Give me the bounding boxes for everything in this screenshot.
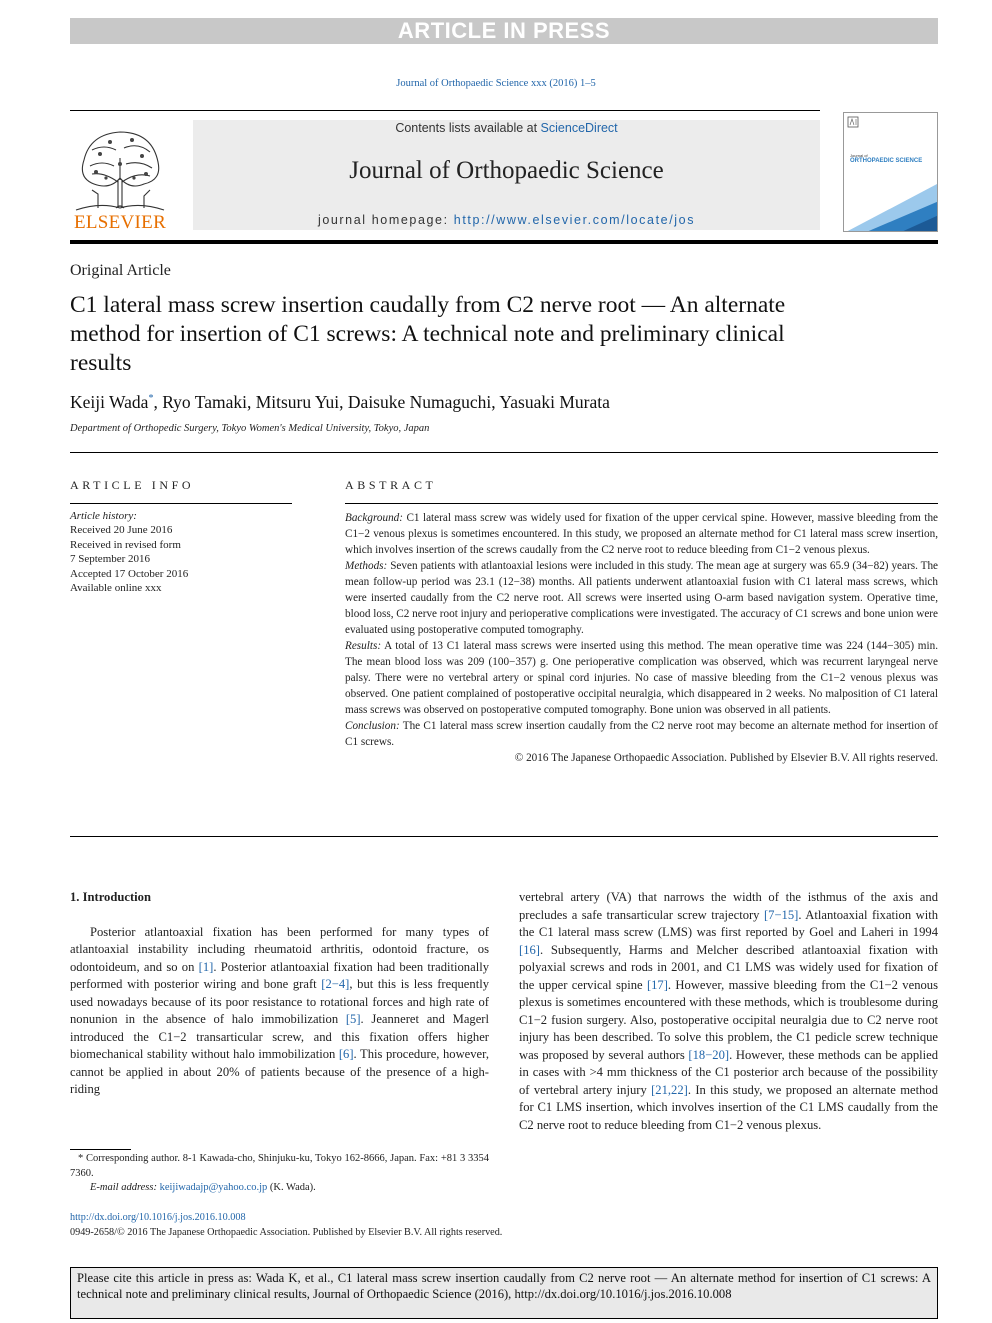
- email-line: [70, 1181, 489, 1196]
- footnote-marker: *: [78, 1153, 84, 1164]
- ref-link[interactable]: [21,22]: [651, 1082, 688, 1097]
- contents-available-line: [193, 121, 820, 135]
- abstract-copyright: © 2016 The Japanese Orthopaedic Association. Published by Elsevier B.V. All rights reserved.: [514, 752, 938, 764]
- citation-box: Please cite this article in press as: Wada K, et al., C1 lateral mass screw insertion caudally from C2 nerve root — An alternate method for insertion of C1 screws: A technical note and preliminary clinical results, Journal of Orthopaedic Science (2016), http://dx.doi.org/10.1016/j.jos.2016.10.008: [70, 1267, 938, 1319]
- intro-right-column: [519, 889, 938, 1134]
- header-top-rule: [70, 110, 820, 111]
- ref-link[interactable]: [2−4]: [321, 977, 350, 991]
- results-label: Results:: [345, 640, 382, 652]
- doi-link[interactable]: http://dx.doi.org/10.1016/j.jos.2016.10.008: [70, 1212, 246, 1223]
- intro-text: vertebral artery (VA) that narrows the width of the isthmus of the axis and precludes a safe transarticular screw trajectory: [519, 890, 938, 922]
- online-date: Available online xxx: [70, 582, 162, 595]
- intro-text: . However, these methods can be applied in cases with >4 mm thickness of the C1 posterior arch because of the possibility of vertebral artery injury: [519, 1047, 939, 1097]
- cover-art-icon: [844, 113, 938, 232]
- affiliation: Department of Orthopedic Surgery, Tokyo Women's Medical University, Tokyo, Japan: [70, 423, 430, 434]
- header-bottom-rule: [70, 240, 938, 244]
- background-label: Background:: [345, 512, 403, 524]
- elsevier-wordmark: ELSEVIER: [73, 212, 167, 233]
- article-history: [70, 509, 292, 595]
- abstract-rule: [345, 503, 938, 504]
- results-text: A total of 13 C1 lateral mass screws were inserted using this method. The mean operative time was 224 (144−305) min. The mean blood loss was 209 (100−357) g. One perioperative complication was observed, which was recurrent laryngeal nerve palsy. There were no vertebral artery or spinal cord injuries. No case of massive bleeding from the C1−2 venous plexus was observed. One patient complained of postoperative occipital neuralgia, which disappeared in 2 weeks. No malposition of C1 lateral mass screws was observed on postoperative computed tomography. Bone union was observed in all patients.: [345, 640, 938, 716]
- article-type-label: Original Article: [70, 262, 171, 279]
- intro-text: . In this study, we proposed an alternate method for C1 LMS insertion, which involves insertion of the C1 LMS caudally from the C2 nerve root to reduce bleeding from C1−2 venous plexus.: [519, 1082, 938, 1132]
- footnote-rule: [70, 1149, 131, 1150]
- ref-link[interactable]: [7−15]: [763, 907, 799, 922]
- abstract-heading: ABSTRACT: [345, 478, 437, 492]
- corresponding-author-marker[interactable]: *: [148, 393, 154, 405]
- article-in-press-banner: ARTICLE IN PRESS: [70, 18, 938, 44]
- journal-reference-link[interactable]: Journal of Orthopaedic Science xxx (2016) 1–5: [396, 78, 596, 89]
- methods-text: Seven patients with atlantoaxial lesions were included in this study. The mean age at surgery was 65.9 (34−82) years. The mean follow-up period was 23.1 (12−38) months. All patients underwent atlantoaxial fusion with C1 lateral mass screws, which were inserted caudally from the C2 nerve root. All screws were inserted using O-arm based navigation system. Operative time, blood loss, C2 nerve root injury and perioperative complications were investigated. The accuracy of C1 screws and bone union were evaluated using postoperative computed tomography.: [345, 560, 938, 636]
- homepage-link[interactable]: http://www.elsevier.com/locate/jos: [453, 213, 696, 227]
- author-list: [70, 392, 610, 413]
- ref-link[interactable]: [1]: [198, 959, 214, 974]
- intro-paragraph-1: [70, 924, 489, 1099]
- intro-text: , but this is less frequently used nowadays because of its poor resistance to rotational forces and high rate of nonunion in the absence of halo immobilization: [70, 977, 489, 1026]
- abstract-methods: [345, 558, 938, 638]
- abstract-body: [345, 510, 938, 766]
- journal-title: Journal of Orthopaedic Science: [349, 157, 664, 184]
- abstract-end-rule: [70, 836, 938, 837]
- homepage-prefix: journal homepage:: [317, 213, 454, 227]
- intro-text: . Atlantoaxial fixation with the C1 lateral mass screw (LMS) was first reported by Goel and Laheri in 1994: [519, 907, 938, 939]
- article-title: C1 lateral mass screw insertion caudally from C2 nerve root — An alternate method for insertion of C1 screws: A technical note and preliminary clinical results: [70, 292, 786, 376]
- conclusion-text: The C1 lateral mass screw insertion caudally from the C2 nerve root may become an alternate method for insertion of C1 screws.: [345, 720, 938, 748]
- issn-copyright: 0949-2658/© 2016 The Japanese Orthopaedic Association. Published by Elsevier B.V. All rights reserved.: [70, 1227, 503, 1238]
- cover-journal-big: ORTHOPAEDIC SCIENCE: [850, 158, 923, 164]
- abstract-background: [345, 510, 938, 558]
- journal-homepage-line: [193, 213, 820, 227]
- ref-link[interactable]: [17]: [646, 977, 668, 992]
- revised-label: Received in revised form: [70, 538, 181, 551]
- footnote-text: Corresponding author. 8-1 Kawada-cho, Shinjuku-ku, Tokyo 162-8666, Japan. Fax: +81 3 3354 7360.: [70, 1153, 489, 1179]
- abstract-results: [345, 638, 938, 718]
- ref-link[interactable]: [18−20]: [688, 1047, 730, 1062]
- ref-link[interactable]: [16]: [519, 942, 540, 957]
- first-author[interactable]: Keiji Wada: [70, 392, 149, 412]
- email-owner: (K. Wada).: [267, 1182, 316, 1193]
- email-link[interactable]: keijiwadajp@yahoo.co.jp: [159, 1182, 268, 1193]
- abstract-conclusion: [345, 718, 938, 750]
- ref-link[interactable]: [5]: [345, 1012, 361, 1026]
- contents-prefix: Contents lists available at: [395, 121, 541, 135]
- intro-text: . Jeanneret and Magerl introduced the C1−2 transarticular screw, and this fixation offers higher biomechanical stability without halo immobilization: [70, 1012, 489, 1061]
- ref-link[interactable]: [6]: [338, 1047, 354, 1061]
- other-authors[interactable]: , Ryo Tamaki, Mitsuru Yui, Daisuke Numaguchi, Yasuaki Murata: [153, 392, 610, 412]
- article-info-heading: ARTICLE INFO: [70, 478, 195, 492]
- corresponding-author-footnote: [70, 1152, 489, 1196]
- background-text: C1 lateral mass screw was widely used for fixation of the upper cervical spine. However, massive bleeding from the C1−2 venous plexus is sometimes encountered. In this study, we proposed an alternate method for C1 lateral mass screw insertion, which involves insertion of the screws caudally from the C2 nerve root to reduce bleeding from C1−2 venous plexus.: [345, 512, 938, 556]
- email-label: E-mail address:: [90, 1182, 157, 1193]
- sciencedirect-link[interactable]: ScienceDirect: [540, 121, 618, 135]
- article-info-rule: [70, 503, 292, 504]
- intro-text: . Subsequently, Harms and Melcher described atlantoaxial fixation with polyaxial screws and rods in 2001, and C1 LMS was widely used for fixation of the upper cervical spine: [519, 942, 938, 992]
- intro-heading: 1. Introduction: [70, 890, 151, 904]
- intro-text: Posterior atlantoaxial fixation has been performed for many types of atlantoaxial instability including rheumatoid arthritis, odontoid fracture, os odontoideum, and so on: [70, 924, 489, 974]
- accepted-date: Accepted 17 October 2016: [70, 567, 189, 580]
- cover-journal-small: Journal of: [850, 153, 868, 158]
- intro-text: . This procedure, however, cannot be applied in about 20% of patients because of the presence of a high-riding: [70, 1047, 489, 1096]
- journal-cover-thumbnail[interactable]: [843, 112, 938, 232]
- intro-text: . Posterior atlantoaxial fixation had been traditionally performed with posterior wiring and bone graft: [70, 959, 489, 991]
- conclusion-label: Conclusion:: [345, 720, 400, 732]
- info-top-rule: [70, 452, 938, 453]
- revised-date: 7 September 2016: [70, 553, 151, 566]
- methods-label: Methods:: [345, 560, 388, 572]
- history-label: Article history:: [70, 510, 137, 522]
- received-date: Received 20 June 2016: [70, 524, 173, 537]
- intro-text: . However, massive bleeding from the C1−2 venous plexus is sometimes encountered with these methods, which is troublesome during C1−2 fusion surgery. Also, postoperative occipital neuralgia due to C2 nerve root injury has been described. To solve this problem, the C1 pedicle screw technique was proposed by several authors: [519, 977, 938, 1062]
- intro-left-column: [70, 889, 489, 1099]
